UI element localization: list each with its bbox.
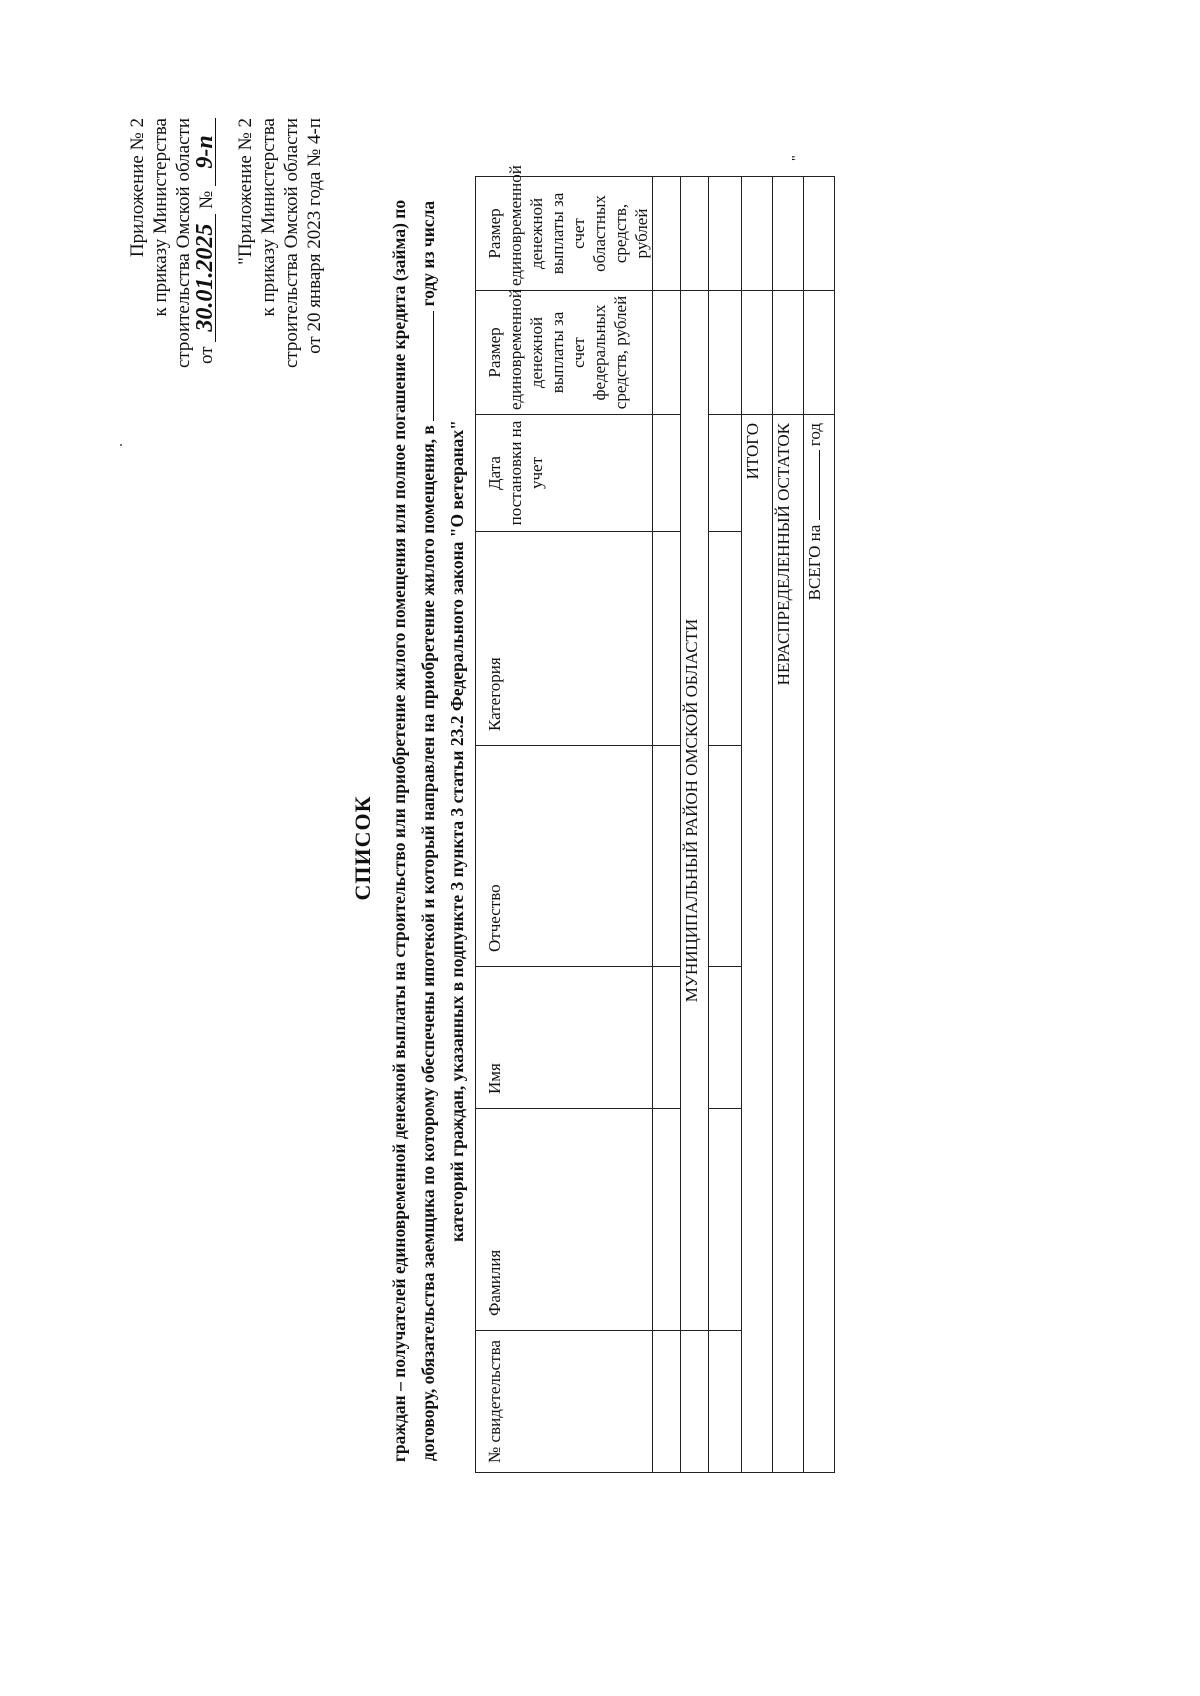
appendix-old-line1: "Приложение № 2 bbox=[235, 118, 256, 265]
col-header-registration-date: Дата постановки на учет bbox=[476, 415, 653, 532]
appendix-new-date-line bbox=[192, 118, 218, 368]
appendix-old-line4: от 20 января 2023 года № 4-п bbox=[304, 118, 325, 354]
municipal-row bbox=[681, 177, 709, 1473]
col-header-surname: Фамилия bbox=[476, 1109, 653, 1331]
table-row bbox=[709, 177, 742, 1473]
table-header-row bbox=[476, 177, 653, 1473]
scan-speck bbox=[120, 444, 122, 446]
col-header-federal-amount: Размер единовременной денежной выплаты за счет федеральных средств, рублей bbox=[476, 291, 653, 415]
year-blank bbox=[419, 311, 434, 421]
municipal-district-label: МУНИЦИПАЛЬНЫЙ РАЙОН ОМСКОЙ ОБЛАСТИ bbox=[681, 291, 709, 1331]
col-header-category: Категория bbox=[476, 532, 653, 746]
col-header-certificate-number: № свидетельства bbox=[476, 1331, 653, 1473]
number-prefix: № bbox=[196, 190, 217, 209]
grand-total-suffix: год bbox=[805, 423, 824, 447]
appendix-header-old bbox=[234, 118, 326, 368]
col-header-patronymic: Отчество bbox=[476, 746, 653, 967]
subtitle-line2-end: году из числа bbox=[418, 200, 438, 307]
closing-quote: " bbox=[790, 155, 805, 161]
document-subtitle bbox=[385, 186, 472, 1476]
grand-total-row bbox=[804, 177, 835, 1473]
recipients-table bbox=[475, 165, 835, 1473]
subtitle-line3: категорий граждан, указанных в подпункте 3 пункта 3 статьи 23.2 Федерального закона "О ветеранах" bbox=[447, 420, 467, 1242]
handwritten-date: 30.01.2025 bbox=[195, 214, 216, 342]
table-row bbox=[653, 177, 681, 1473]
appendix-old-line3: строительства Омской области bbox=[281, 118, 302, 369]
grand-total-label bbox=[804, 415, 835, 1473]
grand-total-prefix: ВСЕГО на bbox=[805, 524, 824, 601]
unallocated-label: НЕРАСПРЕДЕЛЕННЫЙ ОСТАТОК bbox=[773, 415, 804, 1473]
document-title: СПИСОК bbox=[350, 795, 375, 901]
subtitle-line2-start: договору, обязательства заемщика по которому обеспечены ипотекой и который направлен на приобретение жилого помещения, в bbox=[418, 425, 438, 1462]
subtitle-line1: граждан – получателей единовременной денежной выплаты на строительство или приобретение жилого помещения или полное погашение кредита (займа) по bbox=[389, 199, 409, 1463]
date-prefix: от bbox=[196, 346, 217, 364]
year-blank bbox=[805, 450, 820, 520]
unallocated-row bbox=[773, 177, 804, 1473]
total-label: ИТОГО bbox=[742, 415, 773, 1473]
appendix-new-line2: к приказу Министерства bbox=[150, 118, 171, 317]
col-header-regional-amount: Размер единовременной денежной выплаты за счет областных средств, рублей bbox=[476, 177, 653, 291]
handwritten-number: 9-п bbox=[195, 118, 216, 186]
appendix-old-line2: к приказу Министерства bbox=[258, 118, 279, 317]
appendix-new-line3: строительства Омской области bbox=[173, 118, 194, 369]
appendix-new-line1: Приложение № 2 bbox=[127, 118, 148, 258]
appendix-header-new bbox=[126, 118, 218, 368]
subtitle-line2 bbox=[414, 186, 443, 1476]
col-header-name: Имя bbox=[476, 967, 653, 1109]
total-row bbox=[742, 177, 773, 1473]
